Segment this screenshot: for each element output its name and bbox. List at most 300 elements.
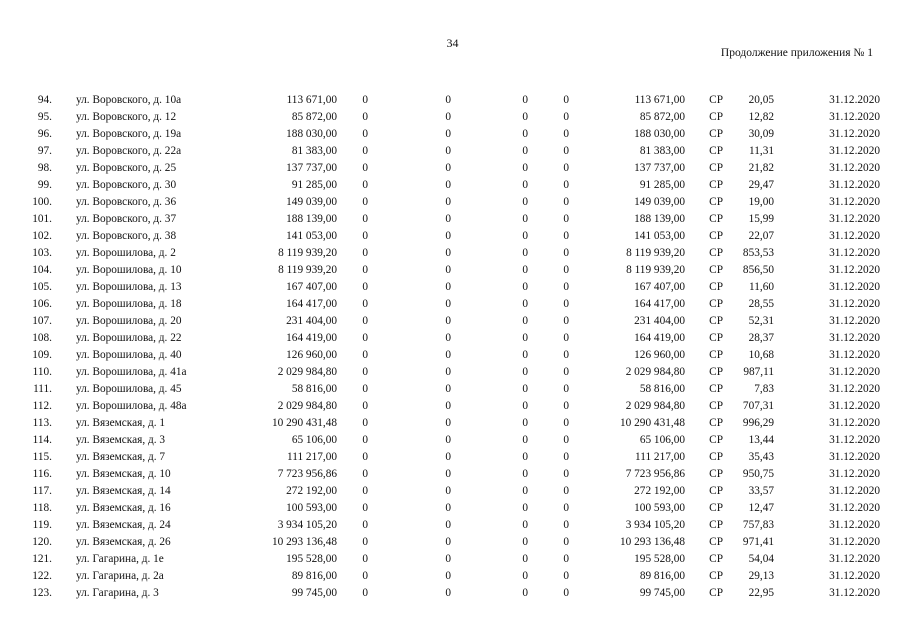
total-cell: 137 737,00 <box>634 162 685 174</box>
amount-cell: 10 293 136,48 <box>272 536 337 548</box>
value-cell: 856,50 <box>742 264 774 276</box>
amount-cell: 126 960,00 <box>286 349 337 361</box>
row-number: 108. <box>32 332 52 344</box>
data-table <box>0 92 880 602</box>
total-cell: 58 816,00 <box>639 383 685 395</box>
zero-cell-2: 0 <box>445 179 451 191</box>
code-cell: СР <box>709 417 723 429</box>
table-row <box>0 347 880 364</box>
date-cell: 31.12.2020 <box>829 434 880 446</box>
row-number: 109. <box>32 349 52 361</box>
value-cell: 10,68 <box>748 349 774 361</box>
table-row <box>0 262 880 279</box>
zero-cell-4: 0 <box>563 400 569 412</box>
value-cell: 30,09 <box>748 128 774 140</box>
row-number: 116. <box>32 468 52 480</box>
date-cell: 31.12.2020 <box>829 451 880 463</box>
zero-cell-1: 0 <box>362 417 368 429</box>
zero-cell-3: 0 <box>522 145 528 157</box>
table-row <box>0 313 880 330</box>
row-number: 98. <box>37 162 52 174</box>
amount-cell: 164 417,00 <box>286 298 337 310</box>
zero-cell-2: 0 <box>445 553 451 565</box>
zero-cell-3: 0 <box>522 366 528 378</box>
zero-cell-4: 0 <box>563 332 569 344</box>
table-row <box>0 551 880 568</box>
row-number: 106. <box>32 298 52 310</box>
code-cell: СР <box>709 162 723 174</box>
table-row <box>0 92 880 109</box>
amount-cell: 91 285,00 <box>291 179 337 191</box>
zero-cell-4: 0 <box>563 315 569 327</box>
address-cell: ул. Ворошилова, д. 40 <box>76 349 182 361</box>
address-cell: ул. Ворошилова, д. 45 <box>76 383 182 395</box>
zero-cell-3: 0 <box>522 247 528 259</box>
zero-cell-4: 0 <box>563 213 569 225</box>
zero-cell-2: 0 <box>445 111 451 123</box>
zero-cell-3: 0 <box>522 519 528 531</box>
value-cell: 21,82 <box>748 162 774 174</box>
zero-cell-4: 0 <box>563 247 569 259</box>
zero-cell-4: 0 <box>563 162 569 174</box>
amount-cell: 8 119 939,20 <box>278 264 337 276</box>
table-row <box>0 194 880 211</box>
table-row <box>0 432 880 449</box>
table-row <box>0 398 880 415</box>
zero-cell-1: 0 <box>362 366 368 378</box>
date-cell: 31.12.2020 <box>829 468 880 480</box>
table-row <box>0 245 880 262</box>
date-cell: 31.12.2020 <box>829 519 880 531</box>
value-cell: 11,60 <box>749 281 774 293</box>
zero-cell-4: 0 <box>563 179 569 191</box>
address-cell: ул. Воровского, д. 38 <box>76 230 177 242</box>
zero-cell-1: 0 <box>362 213 368 225</box>
zero-cell-2: 0 <box>445 281 451 293</box>
zero-cell-2: 0 <box>445 587 451 599</box>
zero-cell-2: 0 <box>445 570 451 582</box>
address-cell: ул. Вяземская, д. 3 <box>76 434 166 446</box>
value-cell: 20,05 <box>748 94 774 106</box>
date-cell: 31.12.2020 <box>829 281 880 293</box>
date-cell: 31.12.2020 <box>829 332 880 344</box>
zero-cell-2: 0 <box>445 485 451 497</box>
zero-cell-1: 0 <box>362 298 368 310</box>
table-body <box>0 92 880 602</box>
zero-cell-2: 0 <box>445 145 451 157</box>
code-cell: СР <box>709 400 723 412</box>
total-cell: 141 053,00 <box>634 230 685 242</box>
date-cell: 31.12.2020 <box>829 502 880 514</box>
date-cell: 31.12.2020 <box>829 213 880 225</box>
zero-cell-3: 0 <box>522 281 528 293</box>
zero-cell-3: 0 <box>522 383 528 395</box>
table-row <box>0 585 880 602</box>
date-cell: 31.12.2020 <box>829 162 880 174</box>
code-cell: СР <box>709 264 723 276</box>
zero-cell-2: 0 <box>445 162 451 174</box>
row-number: 100. <box>32 196 52 208</box>
total-cell: 111 217,00 <box>635 451 685 463</box>
zero-cell-4: 0 <box>563 570 569 582</box>
zero-cell-1: 0 <box>362 196 368 208</box>
value-cell: 29,47 <box>748 179 774 191</box>
address-cell: ул. Вяземская, д. 1 <box>76 417 166 429</box>
code-cell: СР <box>709 570 723 582</box>
table-row <box>0 500 880 517</box>
zero-cell-2: 0 <box>445 366 451 378</box>
zero-cell-1: 0 <box>362 162 368 174</box>
zero-cell-1: 0 <box>362 502 368 514</box>
date-cell: 31.12.2020 <box>829 145 880 157</box>
code-cell: СР <box>709 587 723 599</box>
address-cell: ул. Вяземская, д. 16 <box>76 502 171 514</box>
date-cell: 31.12.2020 <box>829 94 880 106</box>
amount-cell: 3 934 105,20 <box>277 519 337 531</box>
row-number: 123. <box>32 587 52 599</box>
row-number: 103. <box>32 247 52 259</box>
table-row <box>0 364 880 381</box>
code-cell: СР <box>709 230 723 242</box>
page-number: 34 <box>446 36 459 50</box>
zero-cell-3: 0 <box>522 179 528 191</box>
address-cell: ул. Воровского, д. 25 <box>76 162 177 174</box>
value-cell: 12,47 <box>748 502 774 514</box>
total-cell: 272 192,00 <box>634 485 685 497</box>
zero-cell-3: 0 <box>522 128 528 140</box>
row-number: 121. <box>32 553 52 565</box>
date-cell: 31.12.2020 <box>829 111 880 123</box>
total-cell: 10 290 431,48 <box>620 417 685 429</box>
zero-cell-1: 0 <box>362 332 368 344</box>
zero-cell-4: 0 <box>563 536 569 548</box>
zero-cell-4: 0 <box>563 111 569 123</box>
amount-cell: 8 119 939,20 <box>278 247 337 259</box>
total-cell: 7 723 956,86 <box>625 468 685 480</box>
code-cell: СР <box>709 366 723 378</box>
zero-cell-1: 0 <box>362 128 368 140</box>
date-cell: 31.12.2020 <box>829 298 880 310</box>
zero-cell-1: 0 <box>362 519 368 531</box>
address-cell: ул. Ворошилова, д. 2 <box>76 247 176 259</box>
zero-cell-2: 0 <box>445 213 451 225</box>
date-cell: 31.12.2020 <box>829 536 880 548</box>
zero-cell-4: 0 <box>563 128 569 140</box>
code-cell: СР <box>709 298 723 310</box>
total-cell: 89 816,00 <box>639 570 685 582</box>
total-cell: 81 383,00 <box>639 145 685 157</box>
amount-cell: 164 419,00 <box>286 332 337 344</box>
value-cell: 35,43 <box>748 451 774 463</box>
total-cell: 164 419,00 <box>634 332 685 344</box>
table-row <box>0 109 880 126</box>
zero-cell-3: 0 <box>522 94 528 106</box>
zero-cell-1: 0 <box>362 111 368 123</box>
zero-cell-3: 0 <box>522 349 528 361</box>
table-row <box>0 296 880 313</box>
value-cell: 33,57 <box>748 485 774 497</box>
zero-cell-4: 0 <box>563 94 569 106</box>
address-cell: ул. Ворошилова, д. 41а <box>76 366 187 378</box>
row-number: 120. <box>32 536 52 548</box>
zero-cell-1: 0 <box>362 434 368 446</box>
total-cell: 195 528,00 <box>634 553 685 565</box>
row-number: 114. <box>32 434 52 446</box>
zero-cell-2: 0 <box>445 502 451 514</box>
table-row <box>0 381 880 398</box>
zero-cell-3: 0 <box>522 400 528 412</box>
date-cell: 31.12.2020 <box>829 128 880 140</box>
zero-cell-3: 0 <box>522 298 528 310</box>
zero-cell-4: 0 <box>563 519 569 531</box>
total-cell: 99 745,00 <box>639 587 685 599</box>
date-cell: 31.12.2020 <box>829 485 880 497</box>
total-cell: 100 593,00 <box>634 502 685 514</box>
zero-cell-1: 0 <box>362 281 368 293</box>
amount-cell: 231 404,00 <box>286 315 337 327</box>
zero-cell-2: 0 <box>445 468 451 480</box>
table-row <box>0 517 880 534</box>
table-row <box>0 483 880 500</box>
table-row <box>0 228 880 245</box>
zero-cell-4: 0 <box>563 366 569 378</box>
total-cell: 167 407,00 <box>634 281 685 293</box>
zero-cell-1: 0 <box>362 400 368 412</box>
code-cell: СР <box>709 145 723 157</box>
value-cell: 28,37 <box>748 332 774 344</box>
zero-cell-4: 0 <box>563 264 569 276</box>
address-cell: ул. Ворошилова, д. 20 <box>76 315 182 327</box>
address-cell: ул. Воровского, д. 12 <box>76 111 177 123</box>
row-number: 113. <box>32 417 52 429</box>
zero-cell-3: 0 <box>522 570 528 582</box>
row-number: 101. <box>32 213 52 225</box>
table-row <box>0 160 880 177</box>
date-cell: 31.12.2020 <box>829 570 880 582</box>
zero-cell-4: 0 <box>563 485 569 497</box>
code-cell: СР <box>709 281 723 293</box>
zero-cell-4: 0 <box>563 349 569 361</box>
zero-cell-4: 0 <box>563 434 569 446</box>
amount-cell: 111 217,00 <box>287 451 337 463</box>
row-number: 118. <box>32 502 52 514</box>
row-number: 99. <box>37 179 52 191</box>
address-cell: ул. Гагарина, д. 3 <box>76 587 159 599</box>
address-cell: ул. Воровского, д. 30 <box>76 179 177 191</box>
table-row <box>0 143 880 160</box>
zero-cell-1: 0 <box>362 145 368 157</box>
zero-cell-2: 0 <box>445 383 451 395</box>
total-cell: 2 029 984,80 <box>625 400 685 412</box>
zero-cell-2: 0 <box>445 298 451 310</box>
value-cell: 996,29 <box>742 417 774 429</box>
total-cell: 126 960,00 <box>634 349 685 361</box>
date-cell: 31.12.2020 <box>829 196 880 208</box>
zero-cell-1: 0 <box>362 451 368 463</box>
row-number: 117. <box>32 485 52 497</box>
address-cell: ул. Вяземская, д. 26 <box>76 536 171 548</box>
row-number: 95. <box>37 111 52 123</box>
address-cell: ул. Вяземская, д. 10 <box>76 468 171 480</box>
zero-cell-1: 0 <box>362 349 368 361</box>
zero-cell-3: 0 <box>522 502 528 514</box>
zero-cell-1: 0 <box>362 264 368 276</box>
amount-cell: 188 030,00 <box>286 128 337 140</box>
amount-cell: 149 039,00 <box>286 196 337 208</box>
date-cell: 31.12.2020 <box>829 587 880 599</box>
zero-cell-1: 0 <box>362 468 368 480</box>
date-cell: 31.12.2020 <box>829 417 880 429</box>
address-cell: ул. Ворошилова, д. 13 <box>76 281 182 293</box>
total-cell: 2 029 984,80 <box>625 366 685 378</box>
code-cell: СР <box>709 179 723 191</box>
value-cell: 707,31 <box>742 400 774 412</box>
zero-cell-4: 0 <box>563 502 569 514</box>
row-number: 112. <box>32 400 52 412</box>
amount-cell: 58 816,00 <box>291 383 337 395</box>
amount-cell: 7 723 956,86 <box>277 468 337 480</box>
zero-cell-2: 0 <box>445 519 451 531</box>
amount-cell: 100 593,00 <box>286 502 337 514</box>
zero-cell-2: 0 <box>445 536 451 548</box>
total-cell: 10 293 136,48 <box>620 536 685 548</box>
row-number: 96. <box>37 128 52 140</box>
code-cell: СР <box>709 502 723 514</box>
zero-cell-3: 0 <box>522 230 528 242</box>
row-number: 104. <box>32 264 52 276</box>
code-cell: СР <box>709 213 723 225</box>
table-row <box>0 211 880 228</box>
row-number: 105. <box>32 281 52 293</box>
row-number: 107. <box>32 315 52 327</box>
address-cell: ул. Гагарина, д. 2а <box>76 570 164 582</box>
value-cell: 52,31 <box>748 315 774 327</box>
value-cell: 54,04 <box>748 553 774 565</box>
value-cell: 7,83 <box>754 383 774 395</box>
zero-cell-3: 0 <box>522 196 528 208</box>
table-row <box>0 449 880 466</box>
zero-cell-2: 0 <box>445 349 451 361</box>
table-row <box>0 415 880 432</box>
row-number: 110. <box>32 366 52 378</box>
address-cell: ул. Воровского, д. 10а <box>76 94 182 106</box>
zero-cell-1: 0 <box>362 485 368 497</box>
value-cell: 22,07 <box>748 230 774 242</box>
address-cell: ул. Ворошилова, д. 10 <box>76 264 182 276</box>
amount-cell: 2 029 984,80 <box>277 400 337 412</box>
total-cell: 164 417,00 <box>634 298 685 310</box>
zero-cell-2: 0 <box>445 247 451 259</box>
zero-cell-1: 0 <box>362 570 368 582</box>
zero-cell-3: 0 <box>522 213 528 225</box>
zero-cell-3: 0 <box>522 553 528 565</box>
zero-cell-3: 0 <box>522 451 528 463</box>
code-cell: СР <box>709 196 723 208</box>
table-row <box>0 568 880 585</box>
code-cell: СР <box>709 128 723 140</box>
zero-cell-1: 0 <box>362 179 368 191</box>
zero-cell-3: 0 <box>522 434 528 446</box>
value-cell: 971,41 <box>742 536 774 548</box>
zero-cell-3: 0 <box>522 264 528 276</box>
amount-cell: 272 192,00 <box>286 485 337 497</box>
zero-cell-4: 0 <box>563 145 569 157</box>
zero-cell-1: 0 <box>362 383 368 395</box>
row-number: 102. <box>32 230 52 242</box>
zero-cell-4: 0 <box>563 230 569 242</box>
value-cell: 15,99 <box>748 213 774 225</box>
amount-cell: 85 872,00 <box>291 111 337 123</box>
amount-cell: 113 671,00 <box>286 94 337 106</box>
address-cell: ул. Ворошилова, д. 22 <box>76 332 182 344</box>
total-cell: 149 039,00 <box>634 196 685 208</box>
zero-cell-3: 0 <box>522 162 528 174</box>
date-cell: 31.12.2020 <box>829 349 880 361</box>
code-cell: СР <box>709 349 723 361</box>
total-cell: 3 934 105,20 <box>625 519 685 531</box>
address-cell: ул. Воровского, д. 19а <box>76 128 182 140</box>
zero-cell-4: 0 <box>563 451 569 463</box>
amount-cell: 10 290 431,48 <box>272 417 337 429</box>
row-number: 111. <box>33 383 52 395</box>
address-cell: ул. Ворошилова, д. 48а <box>76 400 187 412</box>
zero-cell-3: 0 <box>522 485 528 497</box>
value-cell: 950,75 <box>742 468 774 480</box>
code-cell: СР <box>709 247 723 259</box>
table-row <box>0 177 880 194</box>
code-cell: СР <box>709 553 723 565</box>
appendix-note: Продолжение приложения № 1 <box>720 47 873 59</box>
code-cell: СР <box>709 519 723 531</box>
value-cell: 11,31 <box>749 145 774 157</box>
date-cell: 31.12.2020 <box>829 383 880 395</box>
zero-cell-2: 0 <box>445 315 451 327</box>
zero-cell-4: 0 <box>563 383 569 395</box>
zero-cell-4: 0 <box>563 298 569 310</box>
amount-cell: 141 053,00 <box>286 230 337 242</box>
zero-cell-4: 0 <box>563 281 569 293</box>
date-cell: 31.12.2020 <box>829 400 880 412</box>
address-cell: ул. Воровского, д. 37 <box>76 213 177 225</box>
zero-cell-2: 0 <box>445 230 451 242</box>
amount-cell: 81 383,00 <box>291 145 337 157</box>
zero-cell-3: 0 <box>522 587 528 599</box>
code-cell: СР <box>709 451 723 463</box>
zero-cell-1: 0 <box>362 587 368 599</box>
zero-cell-1: 0 <box>362 553 368 565</box>
amount-cell: 137 737,00 <box>286 162 337 174</box>
code-cell: СР <box>709 468 723 480</box>
row-number: 119. <box>32 519 52 531</box>
table-row <box>0 534 880 551</box>
address-cell: ул. Воровского, д. 22а <box>76 145 182 157</box>
total-cell: 113 671,00 <box>634 94 685 106</box>
zero-cell-3: 0 <box>522 417 528 429</box>
total-cell: 188 030,00 <box>634 128 685 140</box>
zero-cell-3: 0 <box>522 536 528 548</box>
code-cell: СР <box>709 485 723 497</box>
zero-cell-4: 0 <box>563 587 569 599</box>
row-number: 122. <box>32 570 52 582</box>
value-cell: 28,55 <box>748 298 774 310</box>
date-cell: 31.12.2020 <box>829 366 880 378</box>
value-cell: 19,00 <box>748 196 774 208</box>
zero-cell-1: 0 <box>362 94 368 106</box>
date-cell: 31.12.2020 <box>829 315 880 327</box>
code-cell: СР <box>709 536 723 548</box>
zero-cell-2: 0 <box>445 196 451 208</box>
code-cell: СР <box>709 111 723 123</box>
